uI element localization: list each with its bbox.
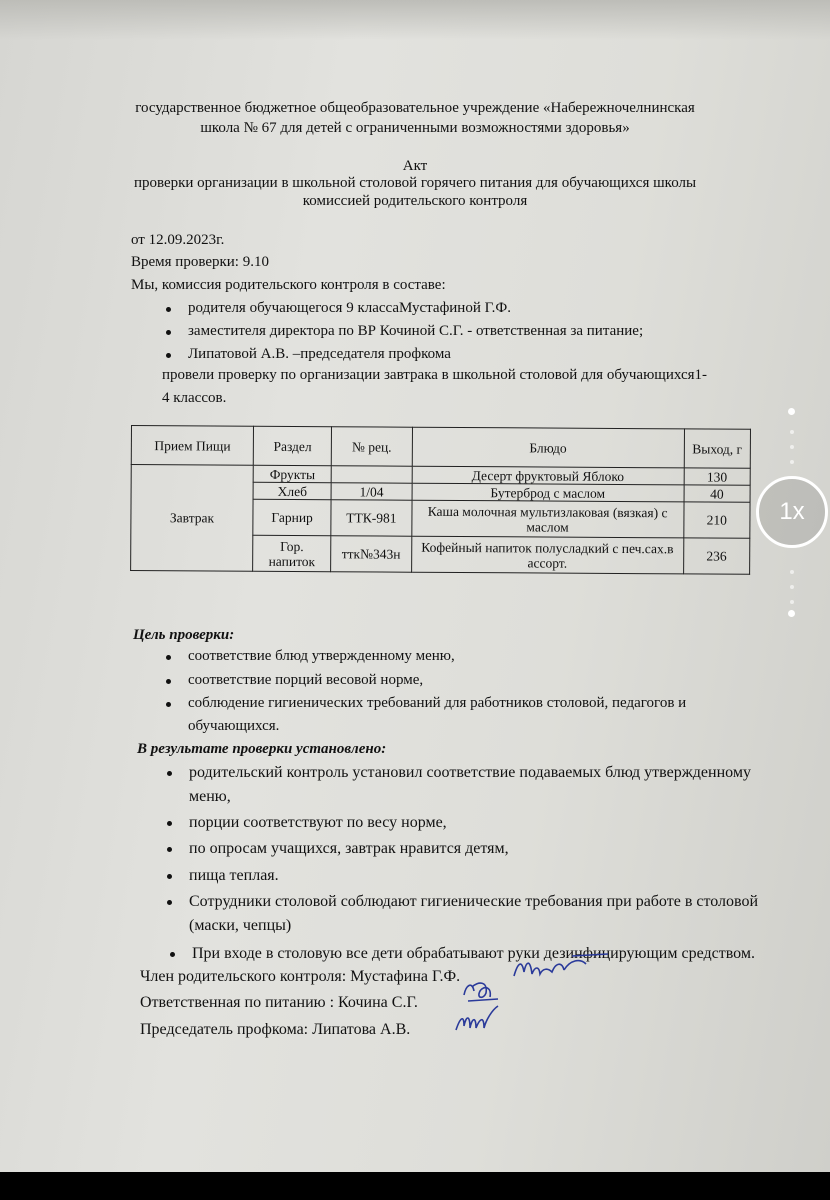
header-section: Раздел — [253, 426, 331, 465]
results-title: В результате проверки установлено: — [137, 741, 387, 757]
org-name-line1: государственное бюджетное общеобразовательное учреждение «Набережночелнинская — [135, 100, 695, 116]
signature-lipatova-icon — [452, 1002, 512, 1038]
signature-mustafina-icon — [508, 950, 618, 986]
action-line2: 4 классов. — [162, 390, 227, 406]
goal-item: соответствие порций весовой норме, — [188, 672, 424, 688]
section-cell: Гарнир — [253, 499, 331, 535]
header-recipe: № рец. — [331, 427, 412, 466]
scroll-end-dot[interactable] — [788, 610, 795, 617]
doc-date: от 12.09.2023г. — [131, 232, 225, 248]
scroll-track-dot — [790, 570, 794, 574]
result-item: по опросам учащихся, завтрак нравится детям, — [189, 840, 509, 857]
signature-chair: Председатель профкома: Липатова А.В. — [140, 1021, 411, 1038]
goal-item: соответствие блюд утвержденному меню, — [188, 648, 455, 664]
bottom-nav-bar — [0, 1172, 830, 1200]
section-cell: Гор. напиток — [253, 535, 331, 571]
member-item: Липатовой А.В. –председателя профкома — [188, 346, 451, 362]
yield-cell: 236 — [683, 538, 750, 574]
recipe-cell: ттк№343н — [331, 536, 412, 572]
menu-table — [130, 425, 751, 575]
member-item: заместителя директора по ВР Кочиной С.Г. - ответственная за питание; — [188, 323, 644, 339]
page-shadow — [0, 0, 830, 40]
header-dish: Блюдо — [412, 427, 684, 468]
signature-member: Член родительского контроля: Мустафина Г.Ф. — [140, 968, 461, 985]
doc-subject-line2: комиссией родительского контроля — [302, 193, 528, 209]
result-item-continued: (маски, чепцы) — [189, 917, 292, 934]
yield-cell: 210 — [684, 502, 751, 538]
scroll-track-dot — [790, 460, 794, 464]
dish-cell: Бутерброд с маслом — [412, 483, 684, 502]
scroll-track-dot — [790, 430, 794, 434]
result-item: При входе в столовую все дети обрабатывают руки дезинфицирующим средством. — [192, 945, 755, 962]
header-yield: Выход, г — [684, 429, 751, 468]
commission-intro: Мы, комиссия родительского контроля в составе: — [131, 277, 446, 293]
result-item: родительский контроль установил соответствие подаваемых блюд утвержденному — [189, 764, 751, 781]
scroll-start-dot[interactable] — [788, 408, 795, 415]
recipe-cell: ТТК-981 — [331, 500, 412, 536]
yield-cell: 40 — [684, 485, 750, 502]
recipe-cell — [331, 466, 412, 483]
result-item: порции соответствуют по весу норме, — [189, 814, 447, 831]
goal-item-continued: обучающихся. — [188, 718, 280, 734]
scroll-track-dot — [790, 585, 794, 589]
section-cell: Фрукты — [253, 465, 331, 482]
scroll-track-dot — [790, 445, 794, 449]
doc-subject-line1: проверки организации в школьной столовой горячего питания для обучающихся школы — [133, 175, 697, 191]
result-item: пища теплая. — [189, 867, 279, 884]
member-item: родителя обучающегося 9 классаМустафиной Г.Ф. — [188, 300, 511, 316]
section-cell: Хлеб — [253, 482, 331, 499]
yield-cell: 130 — [684, 468, 750, 485]
org-name-line2: школа № 67 для детей с ограниченными возможностями здоровья» — [200, 120, 630, 136]
signature-responsible: Ответственная по питанию : Кочина С.Г. — [140, 994, 418, 1011]
goal-item: соблюдение гигиенических требований для работников столовой, педагогов и — [188, 695, 687, 711]
zoom-level-button[interactable]: 1x — [756, 476, 828, 548]
result-item: Сотрудники столовой соблюдают гигиенические требования при работе в столовой — [189, 893, 759, 910]
doc-type: Акт — [402, 158, 428, 174]
dish-cell: Десерт фруктовый Яблоко — [412, 466, 684, 485]
meal-cell: Завтрак — [131, 465, 254, 572]
dish-cell: Каша молочная мультизлаковая (вязкая) с маслом — [411, 500, 683, 538]
table-row — [131, 465, 750, 486]
goals-title: Цель проверки: — [133, 627, 235, 643]
action-line1: провели проверку по организации завтрака в школьной столовой для обучающихся1- — [162, 367, 707, 383]
recipe-cell: 1/04 — [331, 483, 412, 500]
dish-cell: Кофейный напиток полусладкий с печ.сах.в ассорт. — [411, 536, 683, 574]
table-header-row — [131, 426, 750, 469]
check-time: Время проверки: 9.10 — [131, 254, 269, 270]
result-item-continued: меню, — [189, 788, 231, 805]
scroll-track-dot — [790, 600, 794, 604]
header-meal: Прием Пищи — [131, 426, 253, 466]
